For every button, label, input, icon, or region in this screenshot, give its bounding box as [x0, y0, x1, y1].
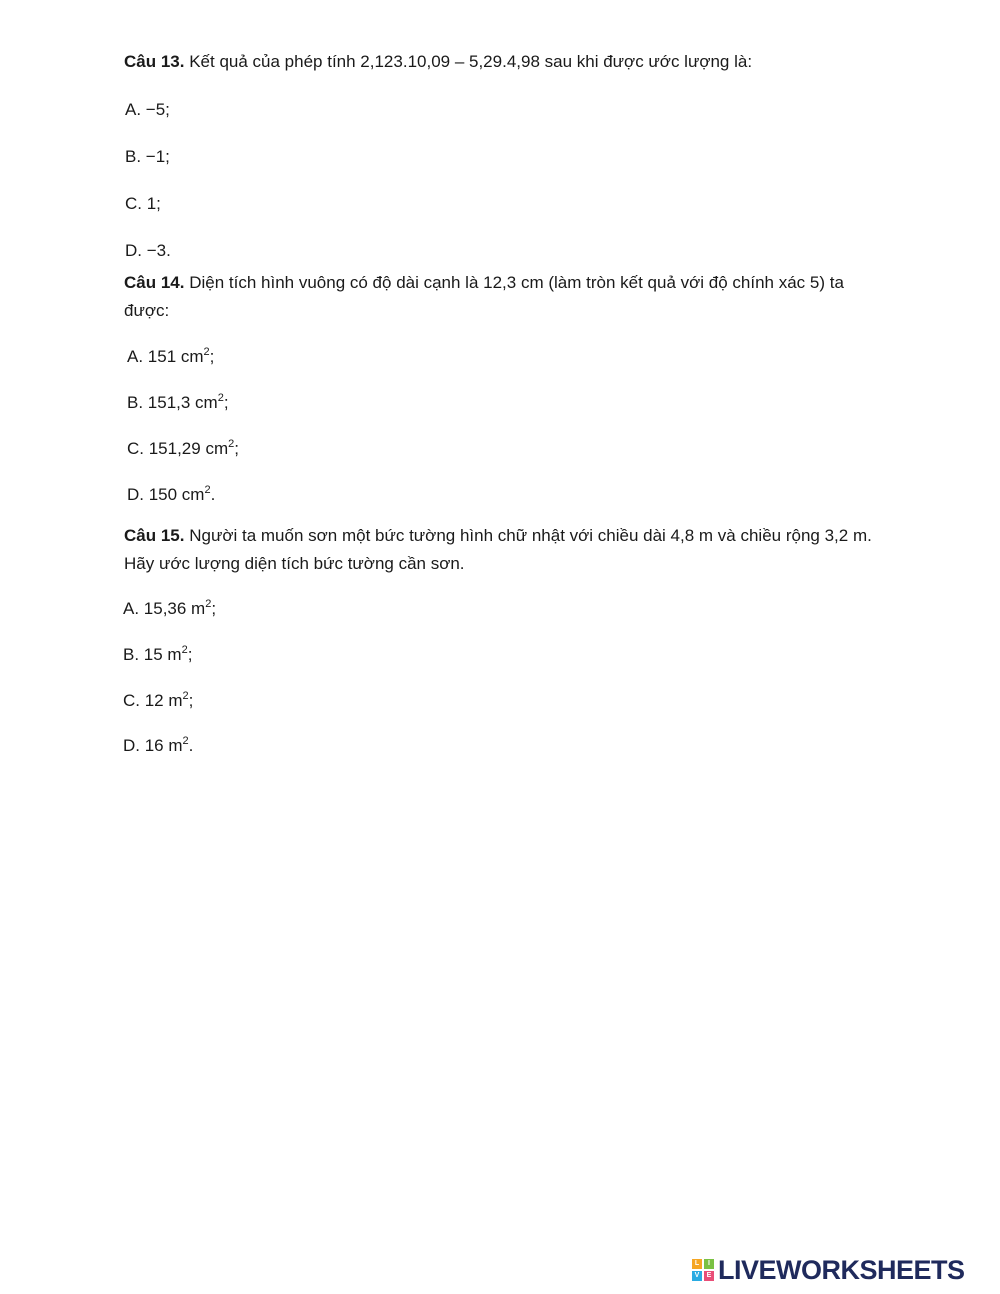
- option-a: A. 15,36 $m^2$;: [123, 598, 217, 618]
- option-a: A. 151 $cm^2$;: [127, 346, 215, 366]
- question-text: Người ta muốn sơn một bức tường hình chữ nhật với chiều dài 4,8 m và chiều rộng 3,2 m. Hãy ước lượng diện tích bức tường cần sơn.: [124, 526, 872, 573]
- option-d: D. 150 $cm^2$.: [127, 484, 216, 504]
- question-text: Kết quả của phép tính 2,123.10,09 – 5,29.4,98 sau khi được ước lượng là:: [189, 52, 753, 71]
- option-d: D. −3.: [125, 241, 171, 260]
- option-a: A. −5;: [125, 100, 170, 119]
- option-b: B. −1;: [125, 147, 170, 166]
- question-text: Diện tích hình vuông có độ dài cạnh là 12,3 cm (làm tròn kết quả với độ chính xác 5) ta được:: [124, 273, 844, 320]
- option-c: C. 12 $m^2$;: [123, 690, 194, 710]
- option-b: B. 15 $m^2$;: [123, 644, 193, 664]
- option-c: C. 151,29 $cm^2$;: [127, 438, 239, 458]
- question-label: Câu 13.: [124, 52, 185, 71]
- logo-square: V: [692, 1271, 702, 1281]
- option-c: C. 1;: [125, 194, 161, 213]
- logo-text: LIVEWORKSHEETS: [718, 1254, 965, 1285]
- question-13: [124, 48, 884, 76]
- logo-square: E: [704, 1271, 714, 1281]
- logo-square: L: [692, 1259, 702, 1269]
- option-b: B. 151,3 $cm^2$;: [127, 392, 229, 412]
- question-label: Câu 14.: [124, 273, 185, 292]
- question-label: Câu 15.: [124, 526, 185, 545]
- question-15: [124, 522, 884, 578]
- question-14: [124, 269, 884, 325]
- logo-squares-icon: [692, 1259, 714, 1281]
- logo-square: I: [704, 1259, 714, 1269]
- option-d: D. 16 $m^2$.: [123, 735, 194, 755]
- liveworksheets-logo: [692, 1256, 965, 1284]
